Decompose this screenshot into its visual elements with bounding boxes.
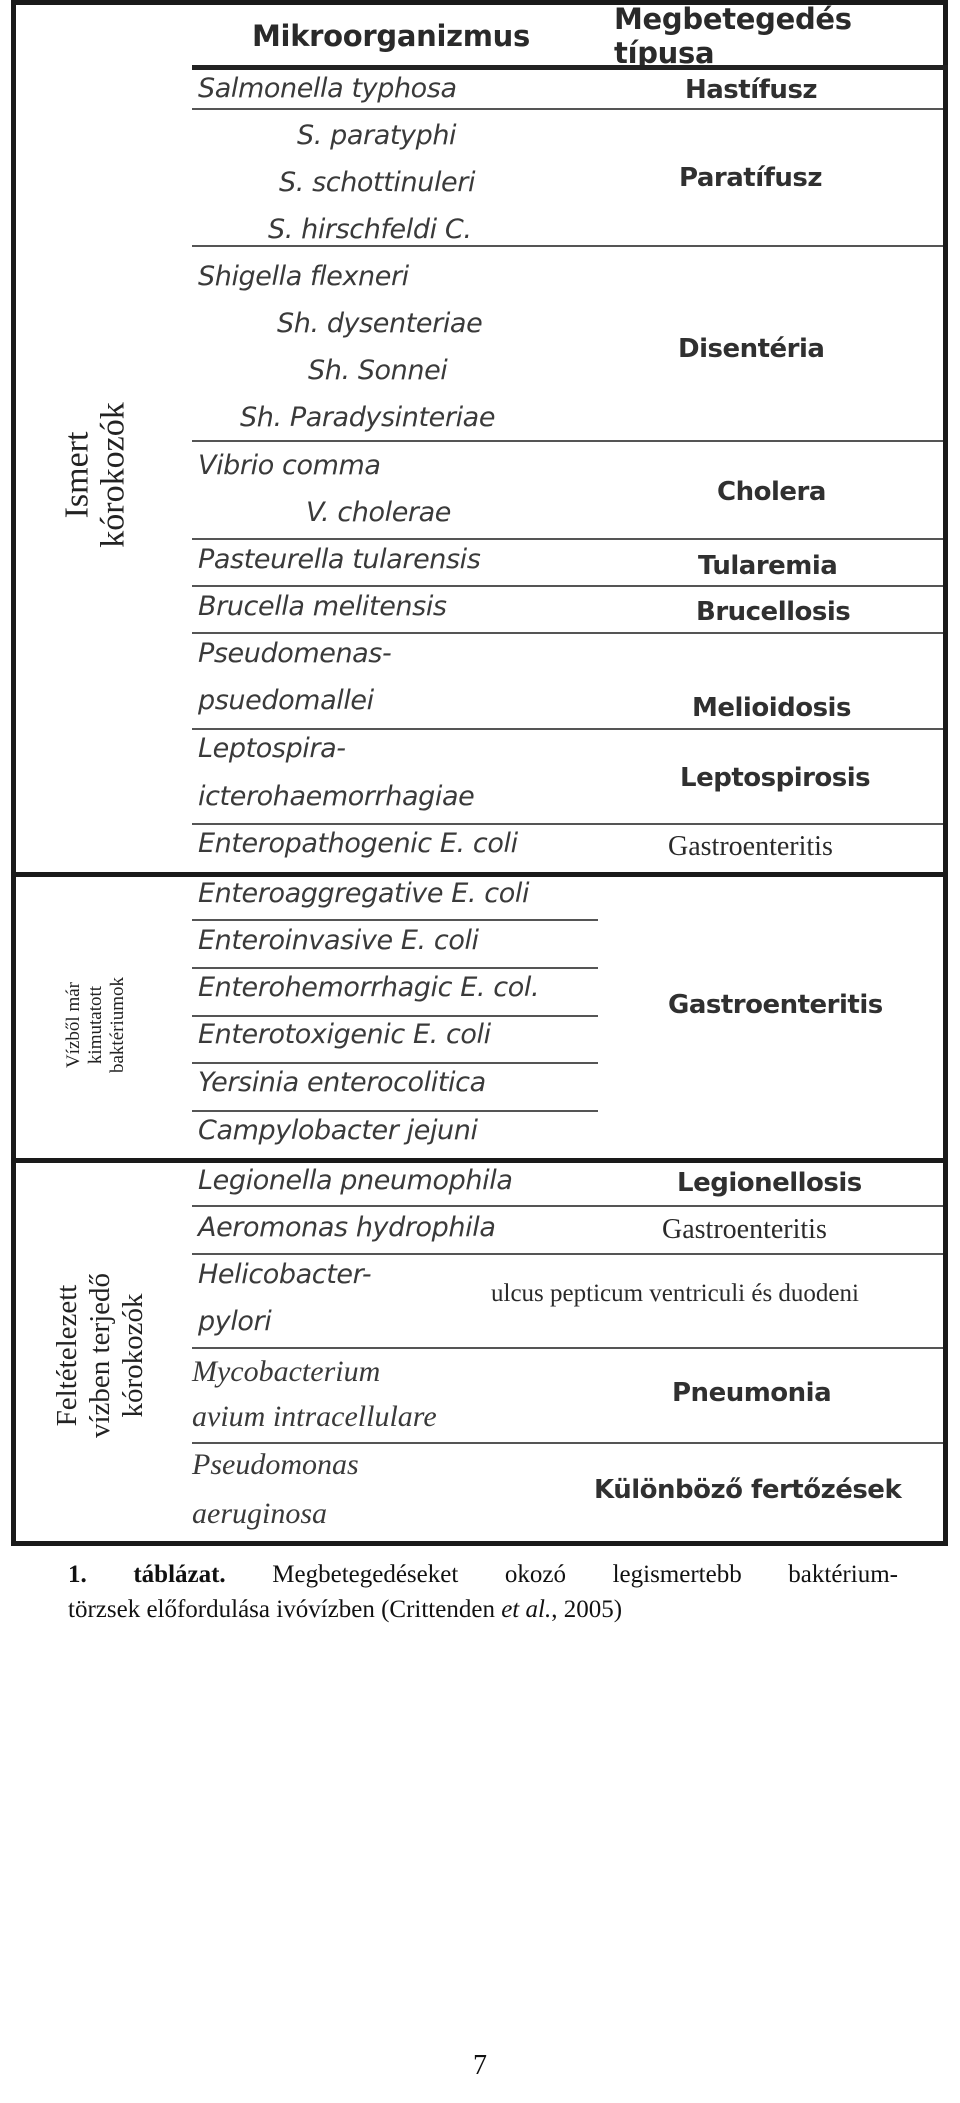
row-line [192,1442,943,1444]
row-line [192,245,943,247]
organism-name: Aeromonas hydrophila [198,1212,496,1243]
organism-name: Sh. Sonnei [308,355,448,386]
caption-text: törzsek előfordulása ivóvízben (Crittenden [68,1596,502,1623]
organism-name: icterohaemorrhagiae [198,781,475,812]
row-line [192,585,943,587]
organism-name: Legionella pneumophila [198,1165,513,1196]
organism-name: V. cholerae [306,497,451,528]
organism-name: avium intracellulare [192,1400,437,1433]
disease-name: Paratífusz [679,163,823,193]
disease-name: Gastroenteritis [668,990,883,1020]
row-line [192,1347,943,1349]
organism-name: Enteropathogenic E. coli [198,828,518,859]
section-divider [16,1158,943,1163]
caption-number: 1. táblázat. [68,1561,226,1588]
caption-text: , 2005) [551,1596,623,1623]
disease-name: Pneumonia [672,1378,832,1408]
header-disease: Megbetegedés típusa [614,2,852,70]
caption-et-al: et al. [501,1596,552,1623]
row-line [192,632,943,634]
organism-name: Brucella melitensis [198,591,447,622]
organism-name: Shigella flexneri [198,261,409,292]
table-caption [68,1557,898,1627]
group-detected: Vízből már kimutatott baktériumok [63,976,128,1074]
disease-name: Leptospirosis [680,763,871,793]
disease-name: Brucellosis [696,597,851,627]
organism-name: Mycobacterium [192,1355,381,1388]
row-line [192,823,943,825]
disease-name: Cholera [717,477,826,507]
disease-name: Gastroenteritis [668,831,833,862]
row-line [192,967,598,969]
header-organism: Mikroorganizmus [252,19,530,53]
caption-line-1 [68,1557,898,1592]
row-line [192,1205,943,1207]
row-line [192,538,943,540]
row-line [192,728,943,730]
row-line [192,1253,943,1255]
row-line [192,1015,598,1017]
disease-name: ulcus pepticum ventriculi és duodeni [491,1280,859,1307]
disease-name: Gastroenteritis [662,1214,827,1245]
organism-name: Pseudomonas [192,1448,359,1481]
group-suspected: Feltételezett vízben terjedő kórokozók [51,1272,150,1438]
organism-name: Enteroinvasive E. coli [198,925,479,956]
organism-name: Sh. dysenteriae [277,308,483,339]
row-line [192,919,598,921]
organism-name: aeruginosa [192,1497,327,1530]
organism-name: Leptospira- [198,733,346,764]
organism-name: psuedomallei [198,685,374,716]
disease-name: Melioidosis [692,693,851,723]
row-line [192,1062,598,1064]
bacteria-table [11,0,948,1546]
disease-name: Disentéria [678,334,825,364]
organism-name: Helicobacter- [198,1259,372,1290]
organism-name: Enteroaggregative E. coli [198,878,530,909]
row-line [192,440,943,442]
organism-name: Sh. Paradysinteriae [240,402,496,433]
organism-name: Salmonella typhosa [198,73,457,104]
organism-name: Pseudomenas- [198,638,392,669]
row-line [192,108,943,110]
organism-name: Campylobacter jejuni [198,1115,478,1146]
section-divider [16,872,943,877]
caption-text: Megbetegedéseket okozó legismertebb baktérium- [272,1561,898,1588]
organism-name: S. schottinuleri [279,167,476,198]
organism-name: pylori [198,1306,272,1337]
page-number: 7 [473,2050,487,2081]
caption-line-2 [68,1592,898,1627]
organism-name: Pasteurella tularensis [198,544,481,575]
organism-name: Enterotoxigenic E. coli [198,1019,491,1050]
organism-name: Enterohemorrhagic E. col. [198,972,540,1003]
group-known: Ismert kórokozók [59,402,133,548]
organism-name: Yersinia enterocolitica [198,1067,486,1098]
disease-name: Hastífusz [685,75,818,105]
disease-name: Tularemia [698,551,838,581]
organism-name: Vibrio comma [198,450,381,481]
disease-name: Legionellosis [677,1168,862,1198]
organism-name: S. paratyphi [297,120,457,151]
disease-name: Különböző fertőzések [594,1475,902,1505]
header-divider [192,65,948,70]
row-line [192,1110,598,1112]
organism-name: S. hirschfeldi C. [268,214,472,245]
